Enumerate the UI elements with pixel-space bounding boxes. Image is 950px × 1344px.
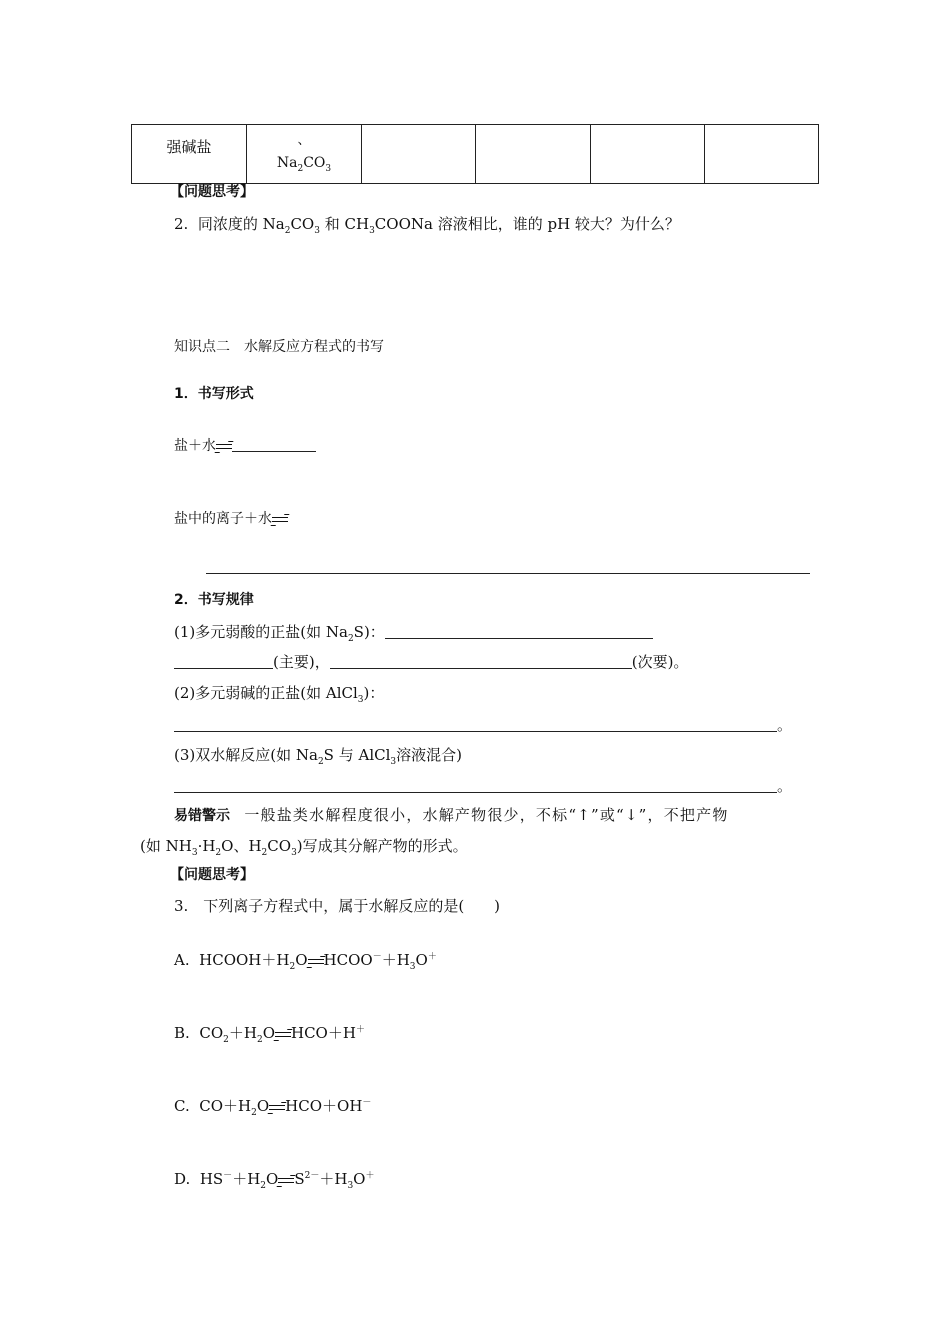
question-3: 3. 下列离子方程式中，属于水解反应的是( ) bbox=[174, 897, 501, 915]
equilibrium-arrow-icon bbox=[216, 439, 232, 453]
rule-title: 2．书写规律 bbox=[174, 592, 254, 608]
equilibrium-arrow-icon bbox=[269, 1100, 285, 1114]
empty-cell bbox=[362, 125, 476, 184]
empty-cell bbox=[590, 125, 704, 184]
equilibrium-arrow-icon bbox=[275, 1027, 291, 1041]
option-c: C. $CO+H_2O$ HCO＋OH－ bbox=[174, 1097, 372, 1118]
equilibrium-arrow-icon bbox=[272, 512, 288, 526]
blank-line bbox=[174, 716, 777, 732]
rule-1-continued: (主要)， (次要)。 bbox=[174, 652, 688, 672]
form-line-1: 盐＋水 bbox=[174, 436, 316, 456]
rule-3: (3)双水解反应(如 $Na_2S$ 与 AlCl$_3$溶液混合) bbox=[174, 746, 462, 767]
row-label-cell bbox=[132, 125, 247, 184]
answer-line bbox=[206, 573, 810, 574]
blank-line bbox=[330, 653, 632, 669]
blank-line bbox=[232, 436, 316, 452]
blank-line bbox=[174, 653, 273, 669]
equilibrium-arrow-icon bbox=[308, 954, 324, 968]
warning-label: 易错警示 bbox=[174, 808, 230, 824]
warning-line-2: (如 $NH_3\cdot H_2O$、$H_2CO_3$)写成其分解产物的形式。 bbox=[140, 837, 468, 858]
option-d: D. $HS^-+H_2O$ $S^{2-}+H_3O^+$ bbox=[174, 1170, 375, 1191]
rule-1: (1)多元弱酸的正盐(如 $Na_2S$)： bbox=[174, 622, 653, 649]
question-think-heading: 【问题思考】 bbox=[170, 867, 254, 883]
blank-line bbox=[174, 777, 777, 793]
option-a: A. $HCOOH+H_2O$ $HCOO^-+H_3O^+$ bbox=[174, 951, 437, 972]
question-think-heading: 【问题思考】 bbox=[170, 184, 254, 200]
question-2: 2. 同浓度的 $Na_2CO_3$ 和 $CH_3COONa$ 溶液相比，谁的 pH 较大？为什么？ bbox=[174, 215, 680, 236]
form-title: 1．书写形式 bbox=[174, 386, 254, 402]
row-label: 强碱盐 bbox=[166, 137, 212, 156]
salt-table bbox=[131, 124, 819, 184]
empty-cell bbox=[704, 125, 818, 184]
equilibrium-arrow-icon bbox=[278, 1173, 294, 1187]
form-line-2: 盐中的离子＋水 bbox=[174, 509, 288, 529]
warning-line-1: 易错警示 一般盐类水解程度很小，水解产物很少，不标“↑”或“↓”，不把产物 bbox=[174, 806, 729, 824]
option-b: B. $CO_2+H_2O$ HCO＋H＋ bbox=[174, 1024, 365, 1045]
rule-2-answer: 。 bbox=[174, 715, 792, 735]
blank-line bbox=[385, 623, 653, 639]
separator-mark: 、 bbox=[297, 133, 311, 148]
rule-2: (2)多元弱碱的正盐(如 AlCl$_3$)： bbox=[174, 684, 385, 705]
section-title: 知识点二 水解反应方程式的书写 bbox=[174, 339, 384, 355]
table-row bbox=[132, 125, 819, 184]
formula-na2co3: $Na_2CO_3$ bbox=[276, 155, 332, 174]
empty-cell bbox=[476, 125, 590, 184]
formula-cell bbox=[247, 125, 362, 184]
rule-3-answer: 。 bbox=[174, 776, 792, 796]
